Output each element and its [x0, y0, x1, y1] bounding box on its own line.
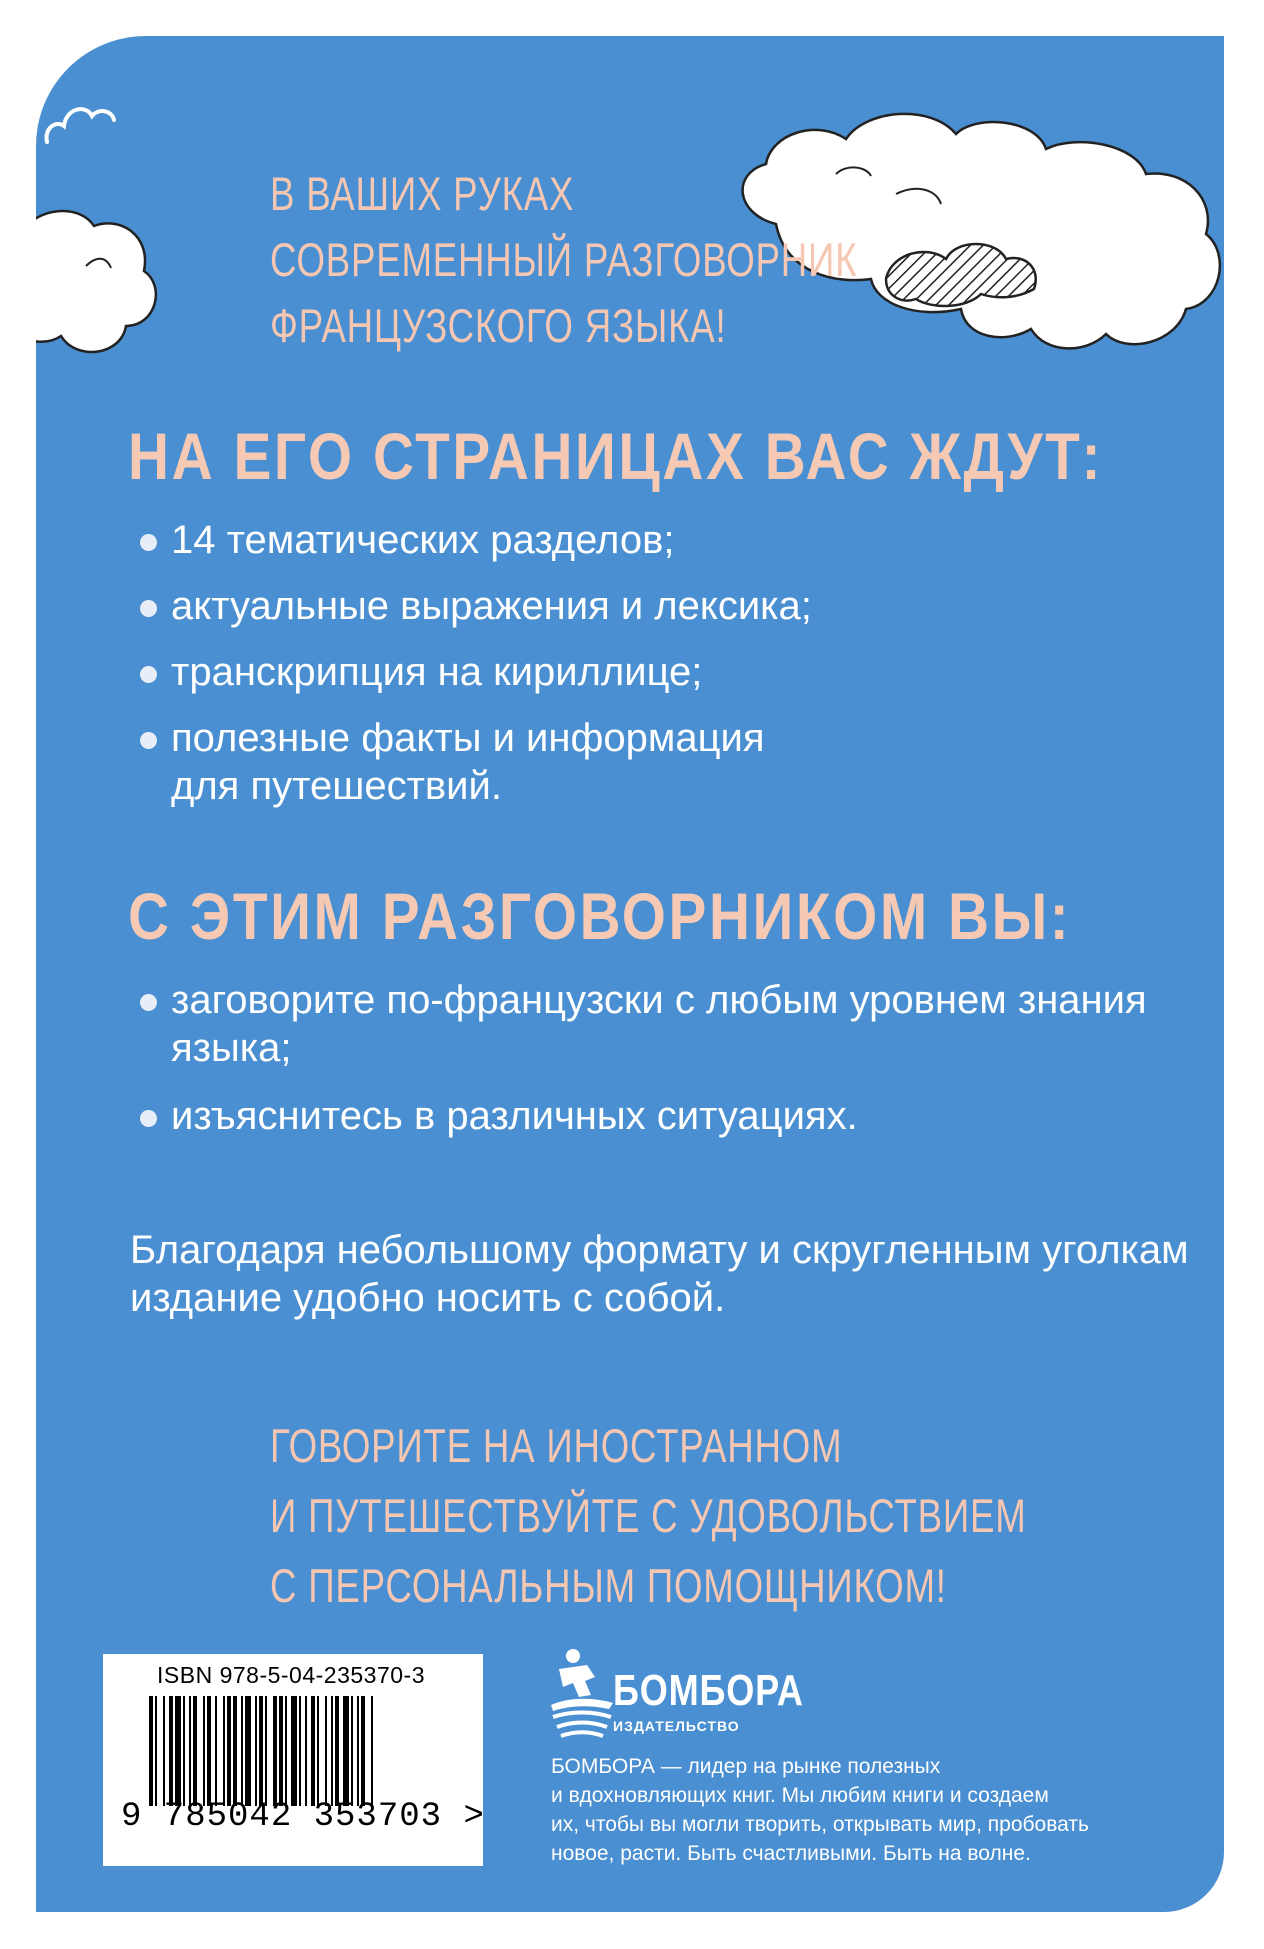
list-item	[104, 582, 812, 630]
list-item-text: актуальные выражения и лексика;	[171, 584, 812, 628]
bullet-icon	[140, 1110, 157, 1127]
bullet-icon	[140, 600, 157, 617]
barcode-bars	[149, 1696, 449, 1806]
bombora-surfer-logo-icon	[549, 1647, 615, 1739]
list-item	[104, 648, 812, 696]
publisher-subtitle: ИЗДАТЕЛЬСТВО	[613, 1718, 740, 1734]
list-item	[104, 976, 1211, 1072]
section2-heading: С ЭТИМ РАЗГОВОРНИКОМ ВЫ:	[128, 879, 1072, 953]
description-line: их, чтобы вы могли творить, открывать мир, пробовать	[551, 1813, 1089, 1836]
description-line: и вдохновляющих книг. Мы любим книги и создаем	[551, 1784, 1049, 1807]
list-item-text: заговорите по-французски с любым уровнем знания языка;	[171, 978, 1147, 1070]
isbn-number: ISBN 978-5-04-235370-3	[157, 1662, 425, 1688]
back-cover	[36, 36, 1224, 1912]
outro-text	[270, 1411, 1027, 1621]
publisher-name: БОМБОРА	[613, 1666, 804, 1715]
description-line: новое, расти. Быть счастливыми. Быть на волне.	[551, 1842, 1031, 1865]
section2-list	[104, 976, 1211, 1140]
outro-line: С ПЕРСОНАЛЬНЫМ ПОМОЩНИКОМ!	[270, 1559, 947, 1612]
publisher-description	[551, 1752, 1089, 1868]
list-item	[104, 1092, 1211, 1140]
barcode	[103, 1654, 483, 1866]
intro-line: ФРАНЦУЗСКОГО ЯЗЫКА!	[270, 299, 727, 352]
barcode-digits: 9 785042 353703 >	[121, 1798, 485, 1836]
list-item	[104, 516, 812, 564]
list-item	[104, 714, 811, 810]
intro-line: В ВАШИХ РУКАХ	[270, 167, 575, 220]
outro-line: И ПУТЕШЕСТВУЙТЕ С УДОВОЛЬСТВИЕМ	[270, 1489, 1027, 1542]
bullet-icon	[140, 534, 157, 551]
intro-line: СОВРЕМЕННЫЙ РАЗГОВОРНИК	[270, 233, 858, 286]
description-line: БОМБОРА — лидер на рынке полезных	[551, 1755, 941, 1778]
section1-list	[104, 516, 812, 810]
list-item-text: полезные факты и информация для путешествий.	[171, 716, 765, 808]
section1-heading: НА ЕГО СТРАНИЦАХ ВАС ЖДУТ:	[128, 419, 1104, 493]
bullet-icon	[140, 666, 157, 683]
cloud-outline-small-icon	[42, 98, 122, 148]
bullet-icon	[140, 994, 157, 1011]
list-item-text: транскрипция на кириллице;	[171, 650, 703, 694]
list-item-text: 14 тематических разделов;	[171, 518, 675, 562]
bullet-icon	[140, 732, 157, 749]
list-item-text: изъяснитесь в различных ситуациях.	[171, 1094, 858, 1138]
cloud-left-icon	[36, 196, 166, 366]
outro-line: ГОВОРИТЕ НА ИНОСТРАННОМ	[270, 1419, 843, 1472]
intro-text	[270, 161, 857, 359]
format-paragraph: Благодаря небольшому формату и скругленным уголкам издание удобно носить с собой.	[130, 1228, 1189, 1320]
